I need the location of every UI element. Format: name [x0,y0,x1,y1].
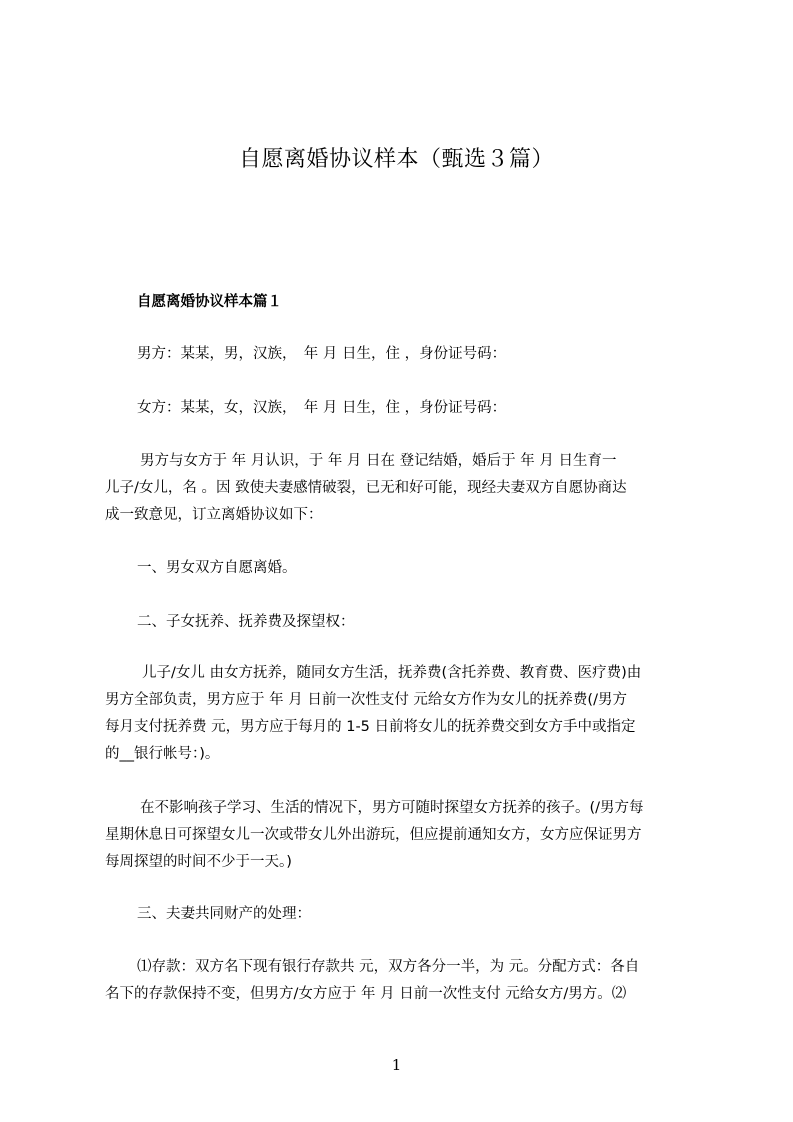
visitation-line-1: 在不影响孩子学习、生活的情况下，男方可随时探望女方抚养的孩子。(/男方每 [140,800,644,816]
savings-paragraph [105,954,705,1008]
page-number: 1 [391,1056,402,1074]
intro-line-1: 男方与女方于 年 月认识，于 年 月 日在 登记结婚，婚后于 年 月 日生育一 [140,453,617,469]
item-2-line: 二、子女抚养、抚养费及探望权： [137,614,355,630]
intro-paragraph [105,448,705,529]
woman-info-line: 女方：某某，女，汉族， 年 月 日生，住 ，身份证号码： [137,400,507,416]
child-support-paragraph [105,660,705,768]
savings-line-1: ⑴存款：双方名下现有银行存款共 元，双方各分一半，为 元。分配方式：各自 [137,959,640,975]
visitation-line-2: 星期休息日可探望女儿一次或带女儿外出游玩，但应提前通知女方，女方应保证男方 [105,827,642,843]
child-support-line-1: 儿子/女儿 由女方抚养，随同女方生活，抚养费(含托养费、教育费、医疗费)由 [142,665,642,681]
intro-line-2: 儿子/女儿，名 。因 致使夫妻感情破裂，已无和好可能，现经夫妻双方自愿协商达 [105,480,627,496]
intro-line-3: 成一致意见，订立离婚协议如下： [105,507,323,523]
visitation-line-3: 每周探望的时间不少于一天。) [105,854,292,870]
child-support-line-4: 的__银行帐号：)。 [105,746,220,762]
section-heading: 自愿离婚协议样本篇１ [137,294,282,310]
document-title: 自愿离婚协议样本（甄选３篇） [238,147,554,172]
visitation-paragraph [105,795,705,876]
savings-line-2: 名下的存款保持不变，但男方/女方应于 年 月 日前一次性支付 元给女方/男方。⑵ [105,986,627,1002]
child-support-line-2: 男方全部负责，男方应于 年 月 日前一次性支付 元给女方作为女儿的抚养费(/男方 [105,692,627,708]
item-3-line: 三、夫妻共同财产的处理： [137,906,311,922]
item-1-line: 一、男女双方自愿离婚。 [137,560,297,576]
man-info-line: 男方：某某，男，汉族， 年 月 日生，住 ，身份证号码： [137,346,507,362]
child-support-line-3: 每月支付抚养费 元，男方应于每月的 1-5 日前将女儿的抚养费交到女方手中或指定 [105,719,636,735]
